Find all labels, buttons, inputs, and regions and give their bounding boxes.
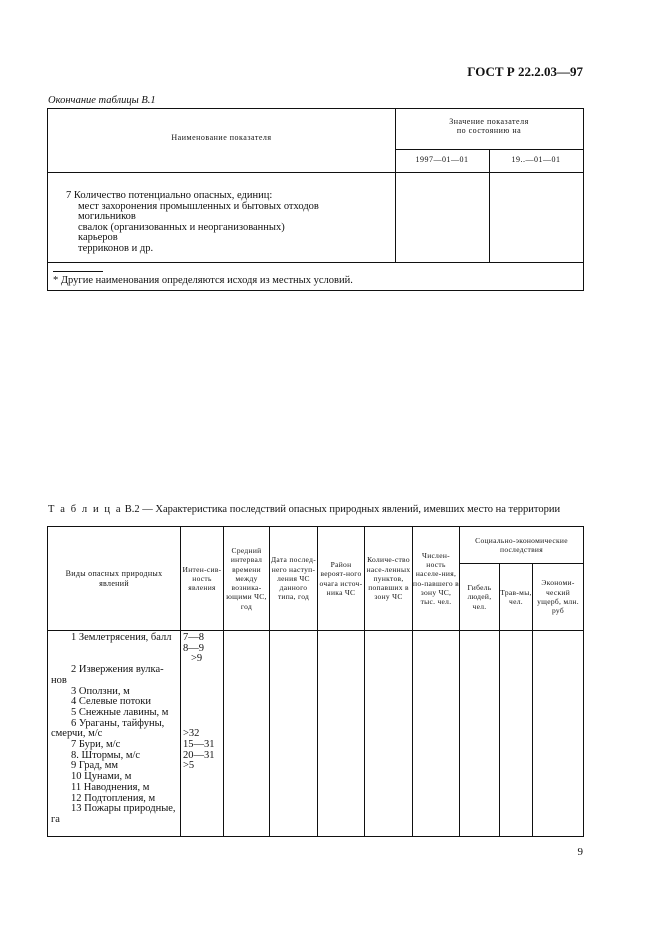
table1-col-value-header: [395, 117, 583, 135]
table2-caption: [48, 504, 560, 515]
table2-header-phenomena: Виды опасных природных явлений: [65, 569, 163, 588]
table-row: 1 Землетрясения, балл: [71, 632, 172, 643]
table1-date2: 19..—01—01: [511, 155, 561, 164]
table2-divider: [48, 630, 583, 631]
table-row: 11 Наводнения, м: [71, 781, 150, 793]
table2-header-region: Район вероят-ного очага источ-ника ЧС: [319, 559, 363, 597]
intensity-value: 15—31: [183, 738, 215, 750]
table1-body-line: мест захоронения промышленных и бытовых отходов: [78, 200, 319, 212]
table1-body-line: 7 Количество потенциально опасных, единиц:: [66, 190, 273, 201]
table-row: 9 Град, мм: [71, 760, 119, 772]
table1-divider: [48, 172, 583, 173]
table-row: 13 Пожары природные,: [71, 803, 176, 815]
table1-caption: Окончание таблицы В.1: [48, 95, 156, 106]
table-2: [47, 526, 584, 837]
table-row: 3 Оползни, м: [71, 685, 130, 697]
table2-header-intensity: Интен-сив-ность явления: [182, 564, 222, 593]
table1-body: [66, 191, 319, 254]
document-code: ГОСТ Р 22.2.03—97: [467, 64, 583, 79]
table2-intensity-list: [183, 633, 223, 825]
table-row: 10 Цунами, м: [71, 771, 132, 783]
intensity-value: [183, 772, 223, 783]
table1-body-line: свалок (организованных и неорганизованных): [78, 221, 285, 233]
intensity-value: [183, 804, 223, 815]
table2-header-interval: Средний интервал времени между возника-ющими ЧС, год: [226, 545, 267, 611]
table1-body-line: карьеров: [78, 232, 118, 243]
table-row: 6 Ураганы, тайфуны,: [71, 717, 165, 729]
table-row: 2 Извержения вулка-: [71, 664, 164, 676]
table1-col-value-line2: по состоянию на: [456, 126, 522, 135]
footnote-rule: [53, 271, 103, 272]
table1-divider: [48, 262, 583, 263]
table2-header-deaths: Гибель людей, чел.: [467, 583, 492, 611]
table-row: 12 Подтопления, м: [71, 792, 156, 804]
table1-divider: [489, 149, 490, 262]
table2-header-damage: Экономи-ческий ущерб, млн. руб: [537, 578, 579, 616]
table-row: [51, 644, 179, 655]
table1-body-line: терриконов и др.: [78, 242, 154, 254]
table2-header-population: Числен-ность населе-ния, по-павшего в зону ЧС, тыс. чел.: [413, 550, 459, 607]
page-number: 9: [577, 846, 583, 858]
table2-caption-prefix: Т а б л и ц а: [48, 504, 123, 515]
table-row: 5 Снежные лавины, м: [71, 706, 169, 718]
table-row: 4 Селевые потоки: [71, 696, 152, 708]
table1-col-name-header: Наименование показателя: [171, 133, 272, 142]
table2-header-socioeconomic: Социально-экономические последствия: [475, 535, 568, 554]
table2-header-injuries: Трав-мы, чел.: [500, 587, 532, 606]
intensity-value: [183, 676, 223, 687]
table-row: 8. Штормы, м/с: [71, 749, 141, 761]
table2-caption-text: В.2 — Характеристика последствий опасных природных явлений, имевших место на территории: [124, 504, 561, 515]
intensity-value: [183, 793, 223, 804]
table1-date1: 1997—01—01: [415, 155, 469, 164]
table2-header-settlements: Количе-ство насе-ленных пунктов, попавших в зону ЧС: [366, 555, 411, 602]
intensity-value: [183, 665, 223, 676]
table2-phenomena-list: [51, 633, 179, 826]
table1-footnote: * Другие наименования определяются исходя из местных условий.: [53, 275, 353, 286]
table1-body-line: могильников: [78, 211, 136, 222]
table-1: [47, 108, 584, 291]
intensity-value: [183, 783, 223, 794]
table-row: га: [51, 813, 60, 825]
table-row: смерчи, м/с: [51, 728, 103, 740]
intensity-value: >9: [191, 653, 203, 665]
intensity-value: >32: [183, 728, 200, 740]
intensity-value: [183, 708, 223, 719]
table-row: нов: [51, 674, 67, 686]
table1-divider: [395, 149, 583, 150]
intensity-value: 7—8: [183, 632, 204, 643]
intensity-value: 8—9: [183, 642, 204, 654]
table-row: 7 Бури, м/с: [71, 739, 121, 751]
intensity-value: >5: [183, 760, 195, 772]
intensity-value: 20—31: [183, 749, 215, 761]
intensity-value: [183, 686, 223, 697]
table2-header-last-date: Дата послед-него наступ-ления ЧС данного типа, год: [271, 555, 316, 602]
table1-col-value-line1: Значение показателя: [449, 117, 529, 126]
intensity-value: [183, 815, 223, 826]
intensity-value: [183, 697, 223, 708]
